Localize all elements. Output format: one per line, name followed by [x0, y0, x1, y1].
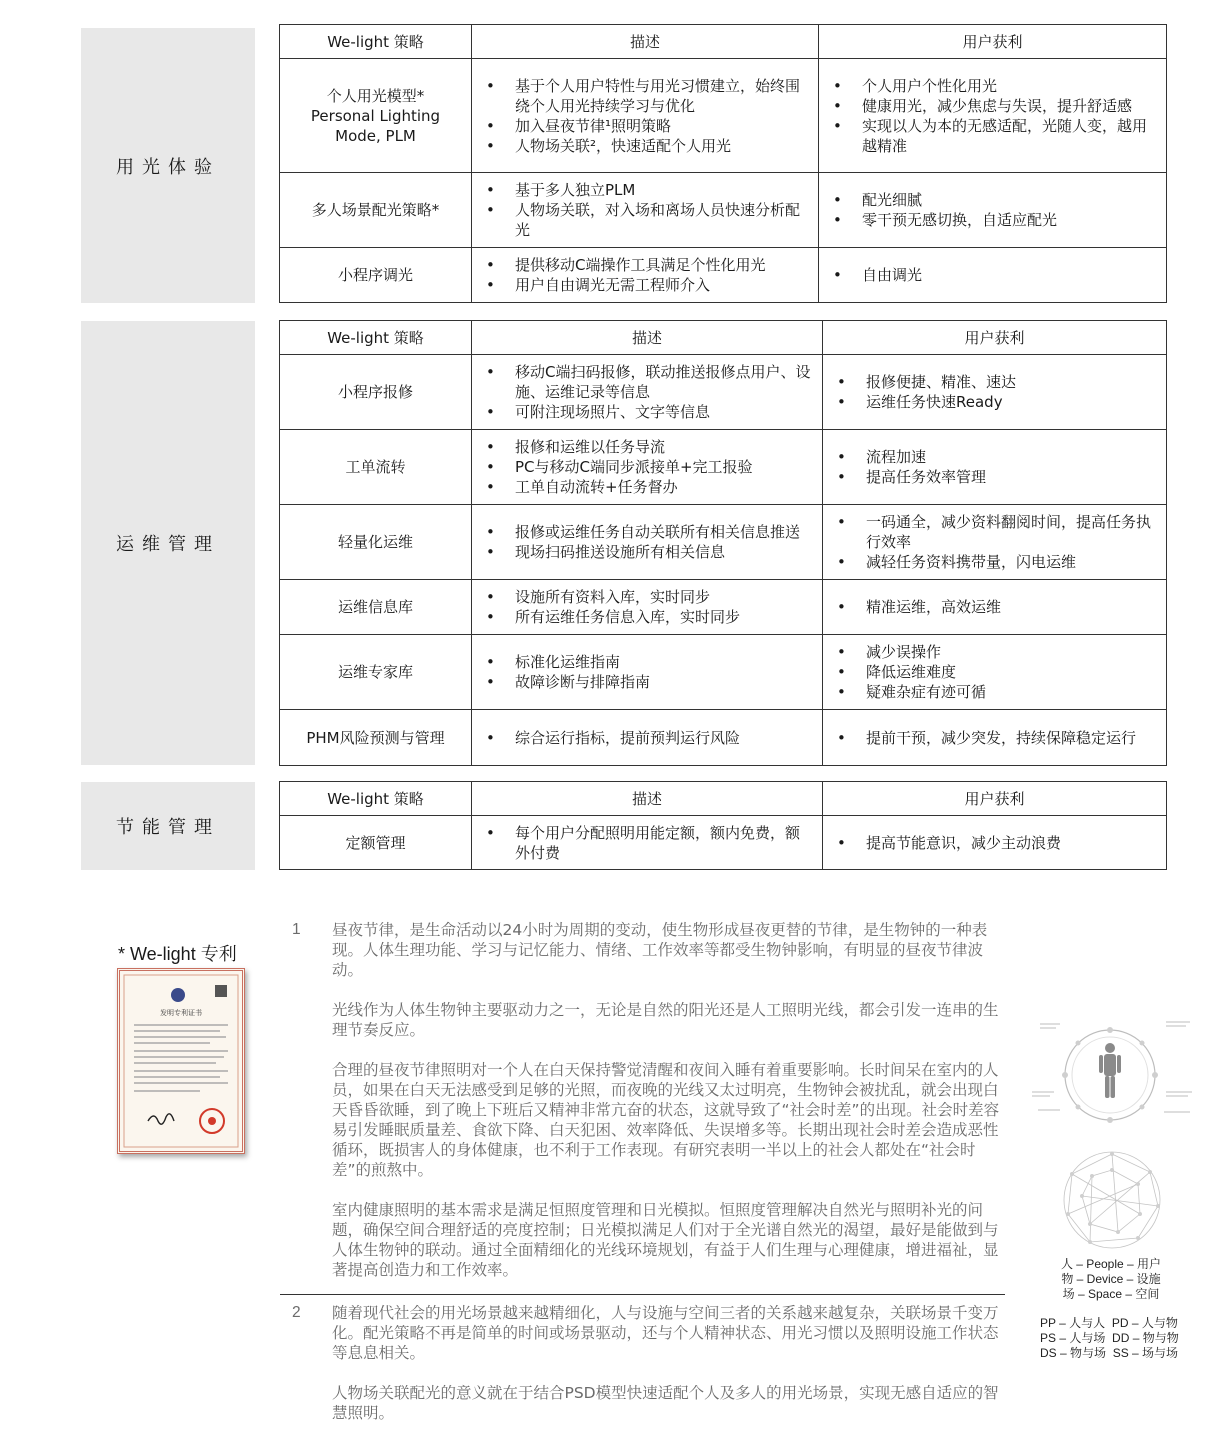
benefit-list	[837, 642, 1156, 702]
legend-row	[1040, 1346, 1210, 1361]
description-list	[486, 522, 812, 562]
bullet-item: • 流程加速	[837, 447, 1156, 467]
bullet-item: • 实现以人为本的无感适配，光随人变，越用越精准	[833, 116, 1156, 156]
footnote-paragraph: 人物场关联配光的意义就在于结合PSD模型快速适配个人及多人的用光场景，实现无感自适应的智慧照明。	[332, 1384, 999, 1422]
bullet-item: • 用户自由调光无需工程师介入	[486, 275, 808, 295]
strategy-cell: 多人场景配光策略*	[280, 173, 472, 248]
legend-line: 人 – People – 用户	[1060, 1257, 1162, 1271]
strategy-cell: 工单流转	[280, 430, 472, 505]
strategy-cell: 运维信息库	[280, 580, 472, 635]
bullet-item: • 自由调光	[833, 265, 1156, 285]
description-cell	[472, 635, 823, 710]
certificate-graphic	[120, 971, 242, 1151]
certificate-heading: 发明专利证书	[160, 1009, 202, 1017]
description-cell	[472, 580, 823, 635]
emblem-icon	[171, 988, 185, 1002]
description-cell	[472, 505, 823, 580]
qr-code-icon	[215, 985, 227, 997]
bullet-item: • 故障诊断与排障指南	[486, 672, 812, 692]
footnote-number: 2	[292, 1304, 301, 1321]
description-list	[486, 823, 812, 863]
legend-row	[1040, 1316, 1210, 1331]
bullet-item: • 个人用户个性化用光	[833, 76, 1156, 96]
bullet-item: • 健康用光，减少焦虑与失误，提升舒适感	[833, 96, 1156, 116]
benefit-cell	[823, 710, 1167, 766]
bullet-item: • 可附注现场照片、文字等信息	[486, 402, 812, 422]
table-row	[280, 505, 1167, 580]
benefit-cell	[823, 580, 1167, 635]
table-body	[280, 355, 1167, 766]
description-list	[486, 587, 812, 627]
bullet-item: • 设施所有资料入库，实时同步	[486, 587, 812, 607]
bullet-item: • 减轻任务资料携带量，闪电运维	[837, 552, 1156, 572]
table-body	[280, 59, 1167, 303]
legend-pair: DD – 物与物	[1112, 1331, 1179, 1345]
benefit-cell	[823, 505, 1167, 580]
header-strategy: We-light 策略	[280, 321, 472, 355]
legend-row	[1040, 1331, 1210, 1346]
energy-table	[279, 781, 1167, 870]
diagrams	[1030, 1010, 1200, 1264]
header-benefit: 用户获利	[819, 25, 1167, 59]
footnotes	[280, 920, 1005, 1443]
description-list	[486, 652, 812, 692]
table-row	[280, 635, 1167, 710]
bullet-item: • 基于多人独立PLM	[486, 180, 808, 200]
bullet-item: • 标准化运维指南	[486, 652, 812, 672]
bullet-item: • 基于个人用户特性与用光习惯建立，始终围绕个人用光持续学习与优化	[486, 76, 808, 116]
signature-mark	[148, 1114, 174, 1124]
description-cell	[472, 173, 819, 248]
description-cell	[472, 59, 819, 173]
description-list	[486, 180, 808, 240]
benefit-list	[837, 447, 1156, 487]
bullet-item: • 加入昼夜节律¹照明策略	[486, 116, 808, 136]
description-cell	[472, 248, 819, 303]
strategy-cell: PHM风险预测与管理	[280, 710, 472, 766]
bullet-item: • 提高节能意识，减少主动浪费	[837, 833, 1156, 853]
strategy-cell: 小程序调光	[280, 248, 472, 303]
human-figure-icon	[1099, 1043, 1121, 1098]
benefit-cell	[819, 248, 1167, 303]
legend-line: 场 – Space – 空间	[1062, 1287, 1160, 1301]
benefit-cell	[823, 430, 1167, 505]
footnote-2	[280, 1303, 1005, 1423]
diagram-graphics	[1030, 1010, 1200, 1260]
table-row	[280, 430, 1167, 505]
bullet-item: • 综合运行指标，提前预判运行风险	[486, 728, 812, 748]
bullet-item: • 精准运维，高效运维	[837, 597, 1156, 617]
footnote-paragraph: 光线作为人体生物钟主要驱动力之一，无论是自然的阳光还是人工照明光线，都会引发一连串的生理节奏反应。	[332, 1001, 999, 1039]
legend-pair: PP – 人与人	[1040, 1316, 1106, 1330]
table-row	[280, 355, 1167, 430]
bullet-item: • 提供移动C端操作工具满足个性化用光	[486, 255, 808, 275]
patent-certificate-image	[117, 968, 245, 1154]
header-description: 描述	[472, 782, 823, 816]
benefit-list	[837, 833, 1156, 853]
bullet-item: • 配光细腻	[833, 190, 1156, 210]
bullet-item: • 一码通全，减少资料翻阅时间，提高任务执行效率	[837, 512, 1156, 552]
relation-legend	[1040, 1316, 1210, 1361]
description-list	[486, 76, 808, 156]
strategy-cell: 轻量化运维	[280, 505, 472, 580]
strategy-cell: 小程序报修	[280, 355, 472, 430]
benefit-cell	[819, 59, 1167, 173]
description-cell	[472, 355, 823, 430]
benefit-list	[837, 728, 1156, 748]
benefit-list	[833, 190, 1156, 230]
header-benefit: 用户获利	[823, 782, 1167, 816]
footnote-paragraph: 室内健康照明的基本需求是满足恒照度管理和日光模拟。恒照度管理解决自然光与照明补光的问题，确保空间合理舒适的亮度控制；日光模拟满足人们对于全光谱自然光的渴望，最好是能做到与人体生物钟的联动。通过全面精细化的光线环境规划，有益于人们生理与心理健康，增进福祉，显著提高创造力和工作效率。	[332, 1201, 999, 1279]
bullet-item: • 运维任务快速Ready	[837, 392, 1156, 412]
benefit-cell	[823, 355, 1167, 430]
bullet-item: • 报修或运维任务自动关联所有相关信息推送	[486, 522, 812, 542]
section-label-energy: 节能管理	[81, 782, 255, 870]
strategy-cell: 运维专家库	[280, 635, 472, 710]
footnote-number: 1	[292, 921, 301, 938]
footnote-paragraph: 随着现代社会的用光场景越来越精细化，人与设施与空间三者的关系越来越复杂，关联场景千变万化。配光策略不再是简单的时间或场景驱动，还与个人精神状态、用光习惯以及照明设施工作状态等息息相关。	[332, 1304, 999, 1362]
footnote-divider	[280, 1294, 1005, 1295]
description-list	[486, 437, 812, 497]
footnote-paragraph: 合理的昼夜节律照明对一个人在白天保持警觉清醒和夜间入睡有着重要影响。长时间呆在室内的人员，如果在白天无法感受到足够的光照，而夜晚的光线又太过明亮，生物钟会被扰乱，就会出现白天昏昏欲睡，到了晚上下班后又精神非常亢奋的状态，这就导致了“社会时差”的出现。社会时差容易引发睡眠质量差、食欲下降、白天犯困、效率降低、失误增多等。长期出现社会时差会造成恶性循环，既损害人的身体健康，也不利于工作表现。有研究表明一半以上的社会人都处在“社会时差”的煎熬中。	[332, 1061, 1000, 1179]
table-body	[280, 816, 1167, 870]
table-row	[280, 59, 1167, 173]
benefit-cell	[823, 635, 1167, 710]
bullet-item: • 现场扫码推送设施所有相关信息	[486, 542, 812, 562]
footnote-paragraph: 昼夜节律，是生命活动以24小时为周期的变动，使生物形成昼夜更替的节律，是生物钟的一种表现。人体生理功能、学习与记忆能力、情绪、工作效率等都受生物钟影响，有明显的昼夜节律波动。	[332, 921, 988, 979]
legend-pair: PD – 人与物	[1111, 1316, 1178, 1330]
circadian-clock-diagram	[1032, 1022, 1192, 1123]
patent-title: * We-light 专利	[118, 944, 237, 964]
operations-table	[279, 320, 1167, 766]
legend-pair: DS – 物与场	[1040, 1346, 1107, 1360]
bullet-item: • 所有运维任务信息入库，实时同步	[486, 607, 812, 627]
header-strategy: We-light 策略	[280, 782, 472, 816]
table-row	[280, 248, 1167, 303]
bullet-item: • 移动C端扫码报修，联动推送报修点用户、设施、运维记录等信息	[486, 362, 812, 402]
bullet-item: • 报修便捷、精准、速达	[837, 372, 1156, 392]
header-description: 描述	[472, 25, 819, 59]
benefit-list	[837, 512, 1156, 572]
description-cell	[472, 816, 823, 870]
table-row	[280, 580, 1167, 635]
description-cell	[472, 710, 823, 766]
bullet-item: • PC与移动C端同步派接单+完工报验	[486, 457, 812, 477]
table-row	[280, 173, 1167, 248]
header-benefit: 用户获利	[823, 321, 1167, 355]
bullet-item: • 提高任务效率管理	[837, 467, 1156, 487]
bullet-item: • 人物场关联，对入场和离场人员快速分析配光	[486, 200, 808, 240]
lighting-table	[279, 24, 1167, 303]
psd-legend	[1030, 1257, 1200, 1302]
bullet-item: • 人物场关联²，快速适配个人用光	[486, 136, 808, 156]
benefit-list	[833, 76, 1156, 156]
header-description: 描述	[472, 321, 823, 355]
description-list	[486, 362, 812, 422]
bullet-item: • 零干预无感切换，自适应配光	[833, 210, 1156, 230]
bullet-item: • 疑难杂症有迹可循	[837, 682, 1156, 702]
bullet-item: • 提前干预，减少突发，持续保障稳定运行	[837, 728, 1156, 748]
benefit-cell	[823, 816, 1167, 870]
network-sphere-diagram	[1064, 1152, 1160, 1248]
legend-pair: SS – 场与场	[1112, 1346, 1179, 1360]
bullet-item: • 每个用户分配照明用能定额，额内免费，额外付费	[486, 823, 812, 863]
bullet-item: • 减少误操作	[837, 642, 1156, 662]
bullet-item: • 工单自动流转+任务督办	[486, 477, 812, 497]
section-label-lighting: 用光体验	[81, 28, 255, 303]
certificate-text-lines	[134, 1025, 228, 1091]
section-label-operations: 运维管理	[81, 321, 255, 765]
strategy-cell: 定额管理	[280, 816, 472, 870]
table-row	[280, 710, 1167, 766]
description-list	[486, 728, 812, 748]
description-list	[486, 255, 808, 295]
header-strategy: We-light 策略	[280, 25, 472, 59]
bullet-item: • 报修和运维以任务导流	[486, 437, 812, 457]
description-cell	[472, 430, 823, 505]
table-row	[280, 816, 1167, 870]
legend-line: 物 – Device – 设施	[1061, 1272, 1161, 1286]
benefit-list	[837, 597, 1156, 617]
legend-pair: PS – 人与场	[1040, 1331, 1106, 1345]
footnote-1	[280, 920, 1005, 1280]
bullet-item: • 降低运维难度	[837, 662, 1156, 682]
benefit-cell	[819, 173, 1167, 248]
strategy-cell: 个人用光模型* Personal Lighting Mode, PLM	[280, 59, 472, 173]
benefit-list	[837, 372, 1156, 412]
benefit-list	[833, 265, 1156, 285]
